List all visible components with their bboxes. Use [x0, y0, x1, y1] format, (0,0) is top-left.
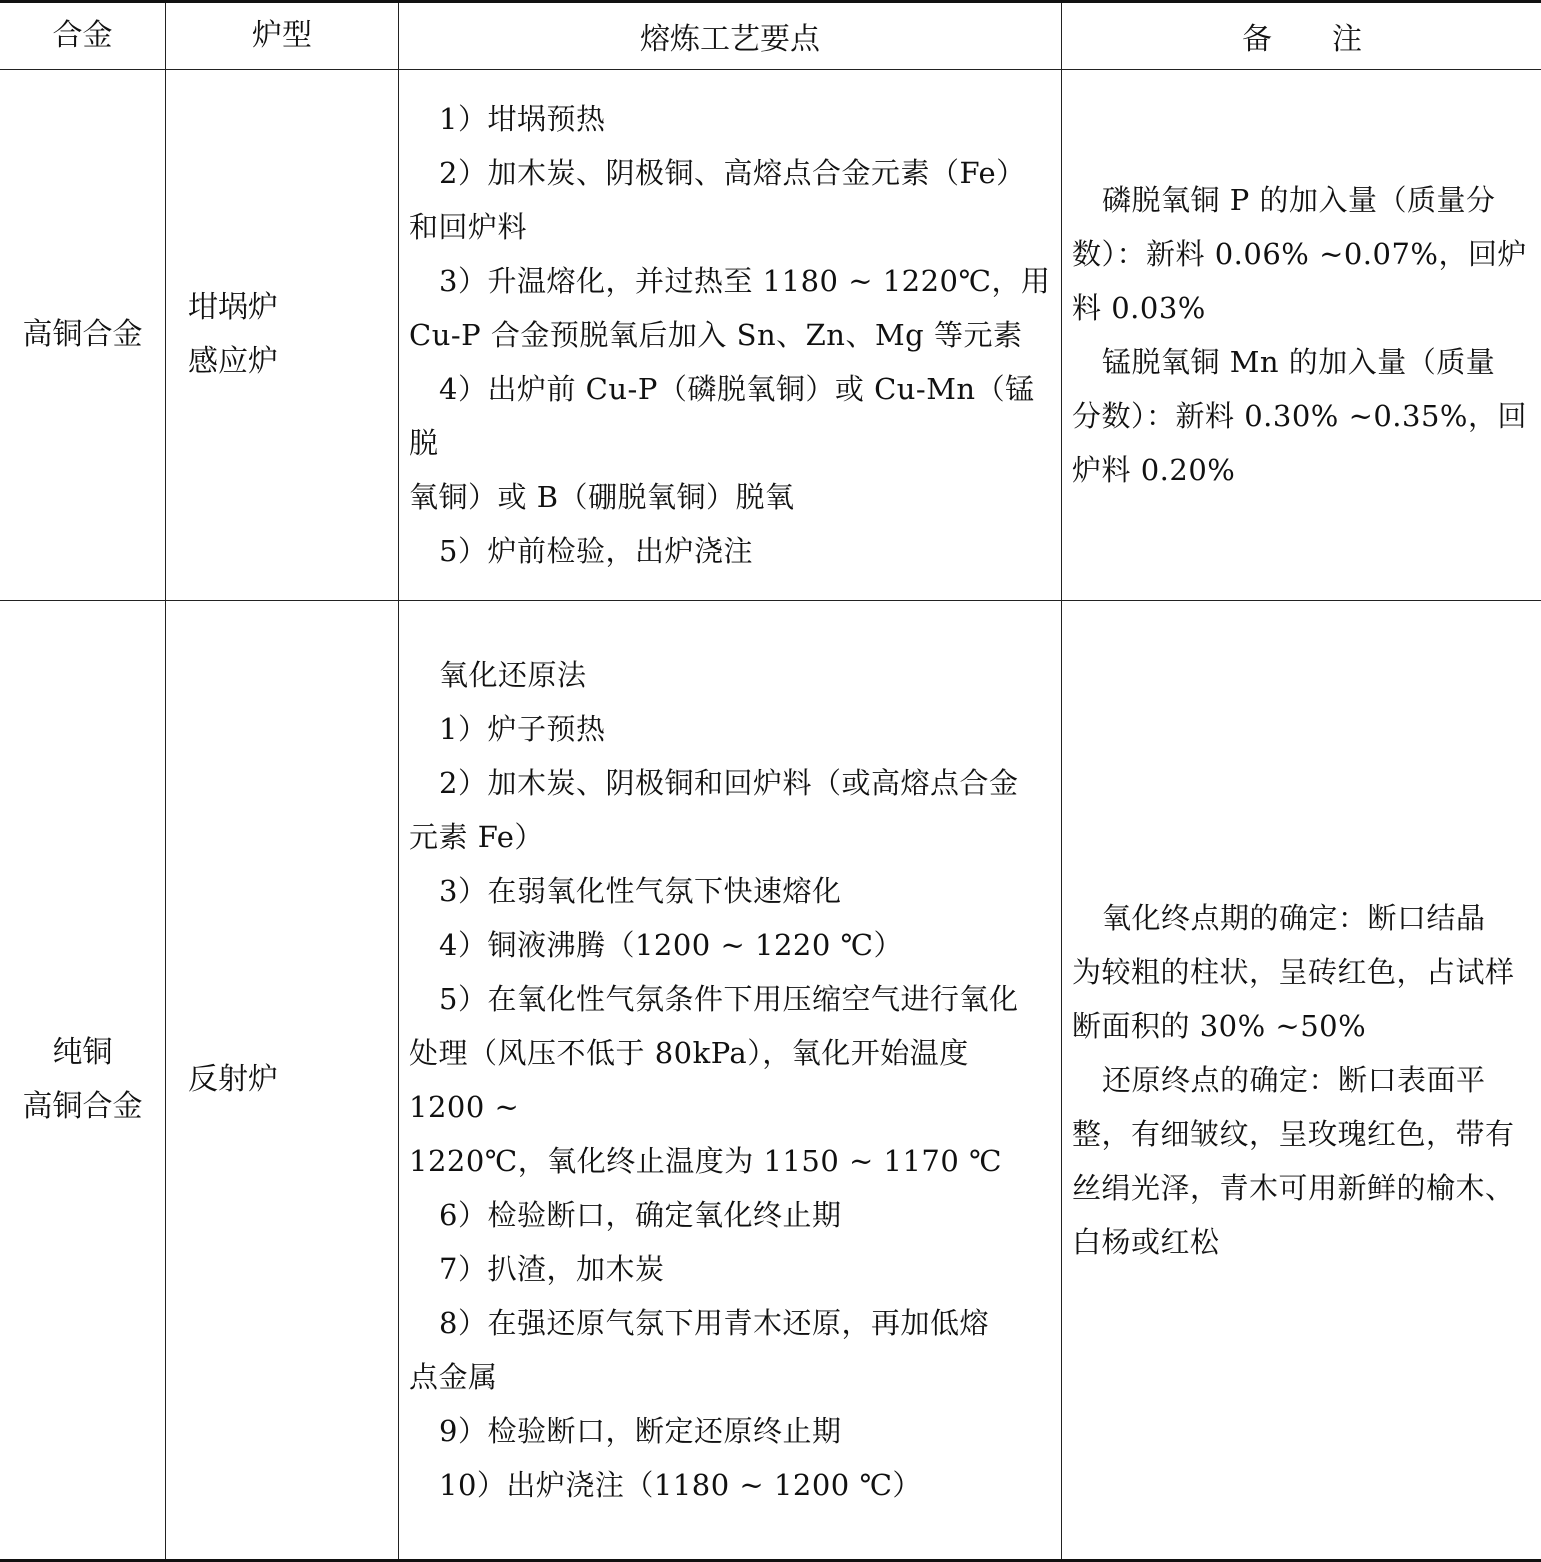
text-line: 丝绢光泽，青木可用新鲜的榆木、 — [1072, 1161, 1536, 1215]
text-line: 1）炉子预热 — [409, 702, 1053, 756]
alloy-cell — [0, 601, 166, 1561]
header-note: 备 注 — [1062, 2, 1541, 70]
text-line: 氧化还原法 — [409, 648, 1053, 702]
text-line: 4）出炉前 Cu-P（磷脱氧铜）或 Cu-Mn（锰脱 — [409, 362, 1053, 470]
alloy-cell — [0, 70, 166, 601]
table-row — [0, 70, 1541, 601]
text-line: 5）炉前检验，出炉浇注 — [409, 524, 1053, 578]
text-line: 整，有细皱纹，呈玫瑰红色，带有 — [1072, 1107, 1536, 1161]
text-line: 数）：新料 0.06% ~0.07%，回炉 — [1072, 227, 1536, 281]
table-header-row — [0, 2, 1541, 70]
text-line: 炉料 0.20% — [1072, 443, 1536, 497]
text-line: 1）坩埚预热 — [409, 92, 1053, 146]
furnace-cell — [166, 70, 399, 601]
note-lines — [1062, 891, 1541, 1269]
text-line: 9）检验断口，断定还原终止期 — [409, 1404, 1053, 1458]
text-line: 点金属 — [409, 1350, 1053, 1404]
furnace-line: 坩埚炉 — [188, 281, 398, 335]
process-lines — [399, 92, 1061, 578]
text-line: 锰脱氧铜 Mn 的加入量（质量 — [1072, 335, 1536, 389]
text-line: 料 0.03% — [1072, 281, 1536, 335]
header-process: 熔炼工艺要点 — [399, 2, 1062, 70]
text-line: 5）在氧化性气氛条件下用压缩空气进行氧化 — [409, 972, 1053, 1026]
text-line: 2）加木炭、阴极铜、高熔点合金元素（Fe） — [409, 146, 1053, 200]
alloy-line: 高铜合金 — [0, 1080, 165, 1134]
text-line: 断面积的 30% ~50% — [1072, 999, 1536, 1053]
text-line: 4）铜液沸腾（1200 ~ 1220 ℃） — [409, 918, 1053, 972]
text-line: 8）在强还原气氛下用青木还原，再加低熔 — [409, 1296, 1053, 1350]
note-cell — [1062, 70, 1541, 601]
alloy-line: 高铜合金 — [0, 308, 165, 362]
note-lines — [1062, 173, 1541, 497]
text-line: 氧铜）或 B（硼脱氧铜）脱氧 — [409, 470, 1053, 524]
furnace-cell — [166, 601, 399, 1561]
header-furnace: 炉型 — [166, 2, 399, 70]
text-line: 分数）：新料 0.30% ~0.35%，回 — [1072, 389, 1536, 443]
text-line: 7）扒渣，加木炭 — [409, 1242, 1053, 1296]
text-line: 2）加木炭、阴极铜和回炉料（或高熔点合金 — [409, 756, 1053, 810]
process-lines — [399, 648, 1061, 1512]
note-cell — [1062, 601, 1541, 1561]
text-line: Cu-P 合金预脱氧后加入 Sn、Zn、Mg 等元素 — [409, 308, 1053, 362]
table-row — [0, 601, 1541, 1561]
text-line: 10）出炉浇注（1180 ~ 1200 ℃） — [409, 1458, 1053, 1512]
text-line: 元素 Fe） — [409, 810, 1053, 864]
text-line: 3）在弱氧化性气氛下快速熔化 — [409, 864, 1053, 918]
text-line: 处理（风压不低于 80kPa），氧化开始温度 1200 ~ — [409, 1026, 1053, 1134]
text-line: 磷脱氧铜 P 的加入量（质量分 — [1072, 173, 1536, 227]
text-line: 1220℃，氧化终止温度为 1150 ~ 1170 ℃ — [409, 1134, 1053, 1188]
text-line: 为较粗的柱状，呈砖红色，占试样 — [1072, 945, 1536, 999]
text-line: 3）升温熔化，并过热至 1180 ~ 1220℃，用 — [409, 254, 1053, 308]
text-line: 还原终点的确定：断口表面平 — [1072, 1053, 1536, 1107]
text-line: 和回炉料 — [409, 200, 1053, 254]
furnace-line: 反射炉 — [188, 1053, 398, 1107]
text-line: 6）检验断口，确定氧化终止期 — [409, 1188, 1053, 1242]
furnace-line: 感应炉 — [188, 335, 398, 389]
alloy-line: 纯铜 — [0, 1026, 165, 1080]
process-cell — [399, 601, 1062, 1561]
text-line: 氧化终点期的确定：断口结晶 — [1072, 891, 1536, 945]
header-alloy: 合金 — [0, 2, 166, 70]
process-cell — [399, 70, 1062, 601]
text-line: 白杨或红松 — [1072, 1215, 1536, 1269]
